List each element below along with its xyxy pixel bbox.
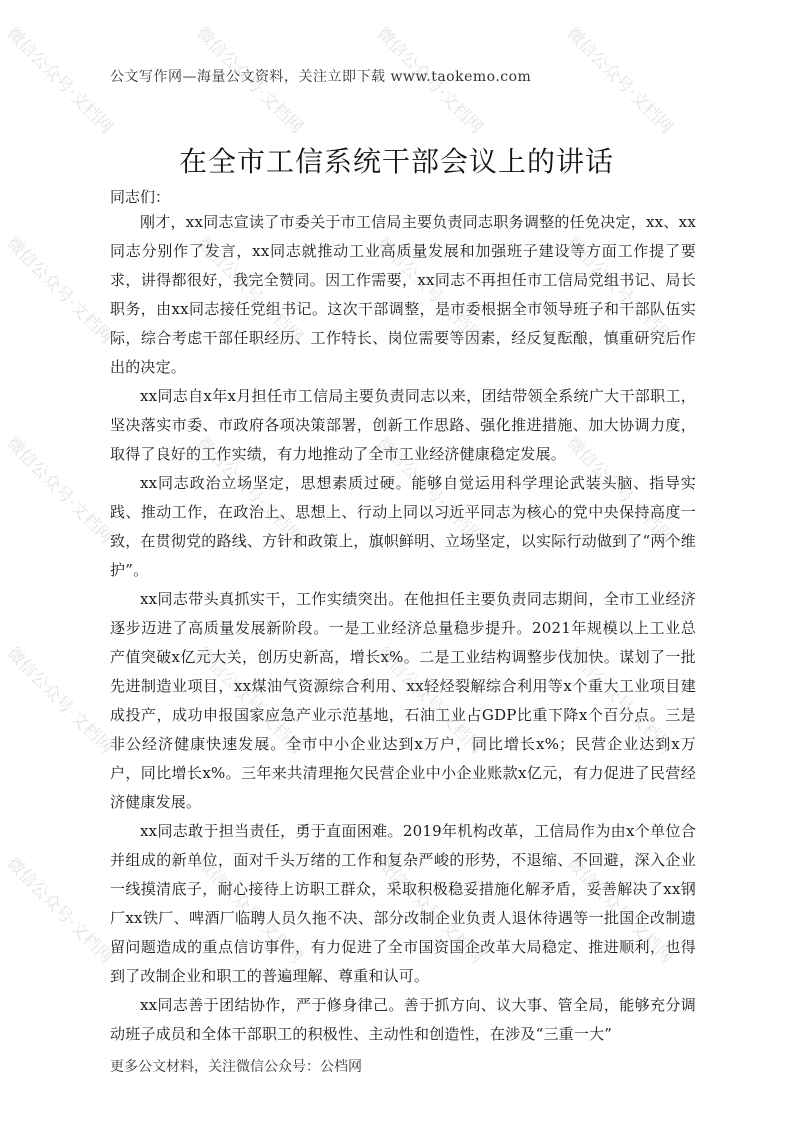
watermark: 微信公众号·文档网 bbox=[192, 23, 307, 138]
paragraph: xx同志善于团结协作，严于修身律己。善于抓方向、议大事、管全局，能够充分调动班子成员和全体干部职工的积极性、主动性和创造性，在涉及“三重一大” bbox=[110, 996, 696, 1043]
watermark: 微信公众号·文档网 bbox=[372, 233, 487, 348]
watermark: 微信公众号·文档网 bbox=[2, 853, 117, 968]
watermark: 微信公众号·文档网 bbox=[2, 433, 117, 548]
watermark: 微信公众号·文档网 bbox=[192, 643, 307, 758]
footer-note: 更多公文材料，关注微信公众号：公档网 bbox=[110, 1059, 362, 1075]
watermark: 微信公众号·文档网 bbox=[562, 23, 677, 138]
watermark: 微信公众号·文档网 bbox=[562, 433, 677, 548]
watermark: 微信公众号·文档网 bbox=[2, 23, 117, 138]
watermark: 微信公众号·文档网 bbox=[372, 853, 487, 968]
paragraph: xx同志政治立场坚定，思想素质过硬。能够自觉运用科学理论武装头脑、指导实践、推动工作，在政治上、思想上、行动上同以习近平同志为核心的党中央保持高度一致，在贯彻党的路线、方针和政策上，旗帜鲜明、立场坚定，以实际行动做到了“两个维护”。 bbox=[110, 474, 696, 579]
salutation: 同志们： bbox=[110, 188, 171, 206]
paragraph: xx同志自x年x月担任市工信局主要负责同志以来，团结带领全系统广大干部职工，坚决落实市委、市政府各项决策部署，创新工作思路、强化推进措施、加大协调力度，取得了良好的工作实绩，有力地推动了全市工业经济健康稳定发展。 bbox=[110, 387, 696, 463]
watermark: 微信公众号·文档网 bbox=[2, 643, 117, 758]
watermark: 微信公众号·文档网 bbox=[372, 433, 487, 548]
watermark: 微信公众号·文档网 bbox=[192, 853, 307, 968]
document-body bbox=[110, 208, 696, 1049]
watermark: 微信公众号·文档网 bbox=[192, 233, 307, 348]
paragraph: 刚才，xx同志宣读了市委关于市工信局主要负责同志职务调整的任免决定，xx、xx同志分别作了发言，xx同志就推动工业高质量发展和加强班子建设等方面工作提了要求，讲得都很好，我完全赞同。因工作需要，xx同志不再担任市工信局党组书记、局长职务，由xx同志接任党组书记。这次干部调整，是市委根据全市领导班子和干部队伍实际，综合考虑干部任职经历、工作特长、岗位需要等因素，经反复酝酿，慎重研究后作出的决定。 bbox=[110, 213, 696, 376]
header-note: 公文写作网—海量公文资料，关注立即下载 www.taokemo.com bbox=[110, 69, 532, 85]
watermark: 微信公众号·文档网 bbox=[372, 23, 487, 138]
watermark: 微信公众号·文档网 bbox=[372, 643, 487, 758]
watermark: 微信公众号·文档网 bbox=[2, 233, 117, 348]
page-title: 在全市工信系统干部会议上的讲话 bbox=[178, 145, 614, 178]
watermark: 微信公众号·文档网 bbox=[562, 853, 677, 968]
watermark: 微信公众号·文档网 bbox=[562, 643, 677, 758]
paragraph: xx同志敢于担当责任，勇于直面困难。2019年机构改革，工信局作为由x个单位合并组成的新单位，面对千头万绪的工作和复杂严峻的形势，不退缩、不回避，深入企业一线摸清底子，耐心接待上访职工群众，采取积极稳妥措施化解矛盾，妥善解决了xx钢厂xx铁厂、啤酒厂临聘人员久拖不决、部分改制企业负责人退休待遇等一批国企改制遗留问题造成的重点信访事件，有力促进了全市国资国企改革大局稳定、推进顺利，也得到了改制企业和职工的普遍理解、尊重和认可。 bbox=[110, 822, 696, 985]
watermark: 微信公众号·文档网 bbox=[192, 433, 307, 548]
watermark: 微信公众号·文档网 bbox=[562, 233, 677, 348]
paragraph: xx同志带头真抓实干，工作实绩突出。在他担任主要负责同志期间，全市工业经济逐步迈进了高质量发展新阶段。一是工业经济总量稳步提升。2021年规模以上工业总产值突破x亿元大关，创历史新高，增长x%。二是工业结构调整步伐加快。谋划了一批先进制造业项目，xx煤油气资源综合利用、xx轻烃裂解综合利用等x个重大工业项目建成投产，成功申报国家应急产业示范基地，石油工业占GDP比重下降x个百分点。三是非公经济健康快速发展。全市中小企业达到x万户，同比增长x%；民营企业达到x万户，同比增长x%。三年来共清理拖欠民营企业中小企业账款x亿元，有力促进了民营经济健康发展。 bbox=[110, 590, 696, 811]
